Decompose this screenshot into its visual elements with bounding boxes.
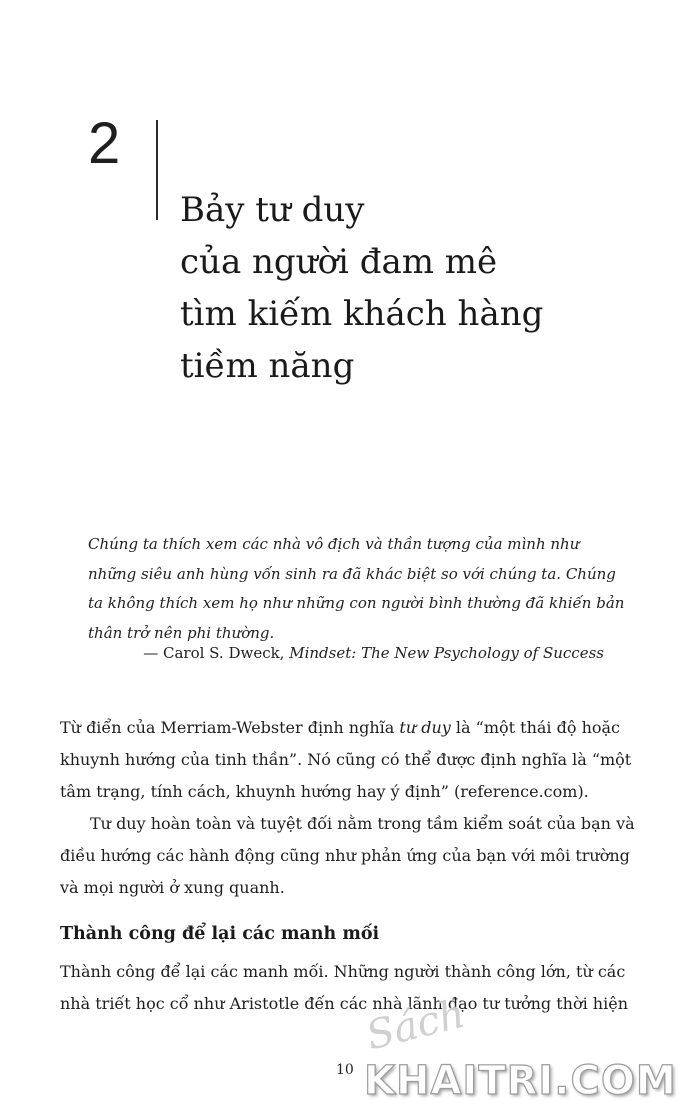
epigraph-attribution	[143, 640, 604, 666]
watermark-script: Sách	[361, 990, 470, 1060]
paragraph-line: điều hướng các hành động cũng như phản ứng của bạn với môi trường	[60, 846, 630, 865]
watermark-brand: KHAITRI.COM	[364, 1058, 677, 1104]
section-heading: Thành công để lại các manh mối	[60, 924, 380, 944]
chapter-divider	[156, 120, 158, 220]
section-paragraph	[60, 956, 640, 1020]
paragraph-text: Từ điển của Merriam-Webster định nghĩa	[60, 718, 400, 737]
body-paragraphs	[60, 712, 640, 904]
epigraph-quote	[88, 530, 625, 648]
attribution-author: — Carol S. Dweck,	[143, 644, 290, 662]
page-number: 10	[336, 1062, 354, 1078]
chapter-title-line: Bảy tư duy	[180, 190, 365, 230]
epigraph-line: ta không thích xem họ như những con người bình thường đã khiến bản	[88, 594, 625, 612]
epigraph-line: Chúng ta thích xem các nhà vô địch và thần tượng của mình như	[88, 535, 580, 553]
emphasized-term: tư duy	[399, 718, 451, 737]
paragraph-line: nhà triết học cổ như Aristotle đến các nhà lãnh đạo tư tưởng thời hiện	[60, 994, 628, 1013]
paragraph-line: và mọi người ở xung quanh.	[60, 878, 285, 897]
paragraph-line: tâm trạng, tính cách, khuynh hướng hay ý định” (reference.com).	[60, 782, 589, 801]
attribution-book-title: Mindset: The New Psychology of Success	[289, 644, 604, 662]
epigraph-line: những siêu anh hùng vốn sinh ra đã khác biệt so với chúng ta. Chúng	[88, 564, 616, 583]
chapter-title-line: tiềm năng	[180, 346, 355, 386]
paragraph-line: Thành công để lại các manh mối. Những người thành công lớn, từ các	[60, 962, 626, 981]
paragraph-line: Tư duy hoàn toàn và tuyệt đối nằm trong tầm kiểm soát của bạn và	[90, 814, 635, 833]
chapter-title-line: của người đam mê	[180, 242, 498, 282]
epigraph-line: thân trở nên phi thường.	[88, 623, 275, 642]
paragraph-line: khuynh hướng của tinh thần”. Nó cũng có thể được định nghĩa là “một	[60, 750, 632, 769]
paragraph-line	[60, 712, 640, 744]
chapter-number: 2	[88, 111, 121, 176]
chapter-title	[180, 184, 600, 392]
paragraph-text: là “một thái độ hoặc	[450, 718, 621, 737]
chapter-title-line: tìm kiếm khách hàng	[180, 294, 544, 334]
